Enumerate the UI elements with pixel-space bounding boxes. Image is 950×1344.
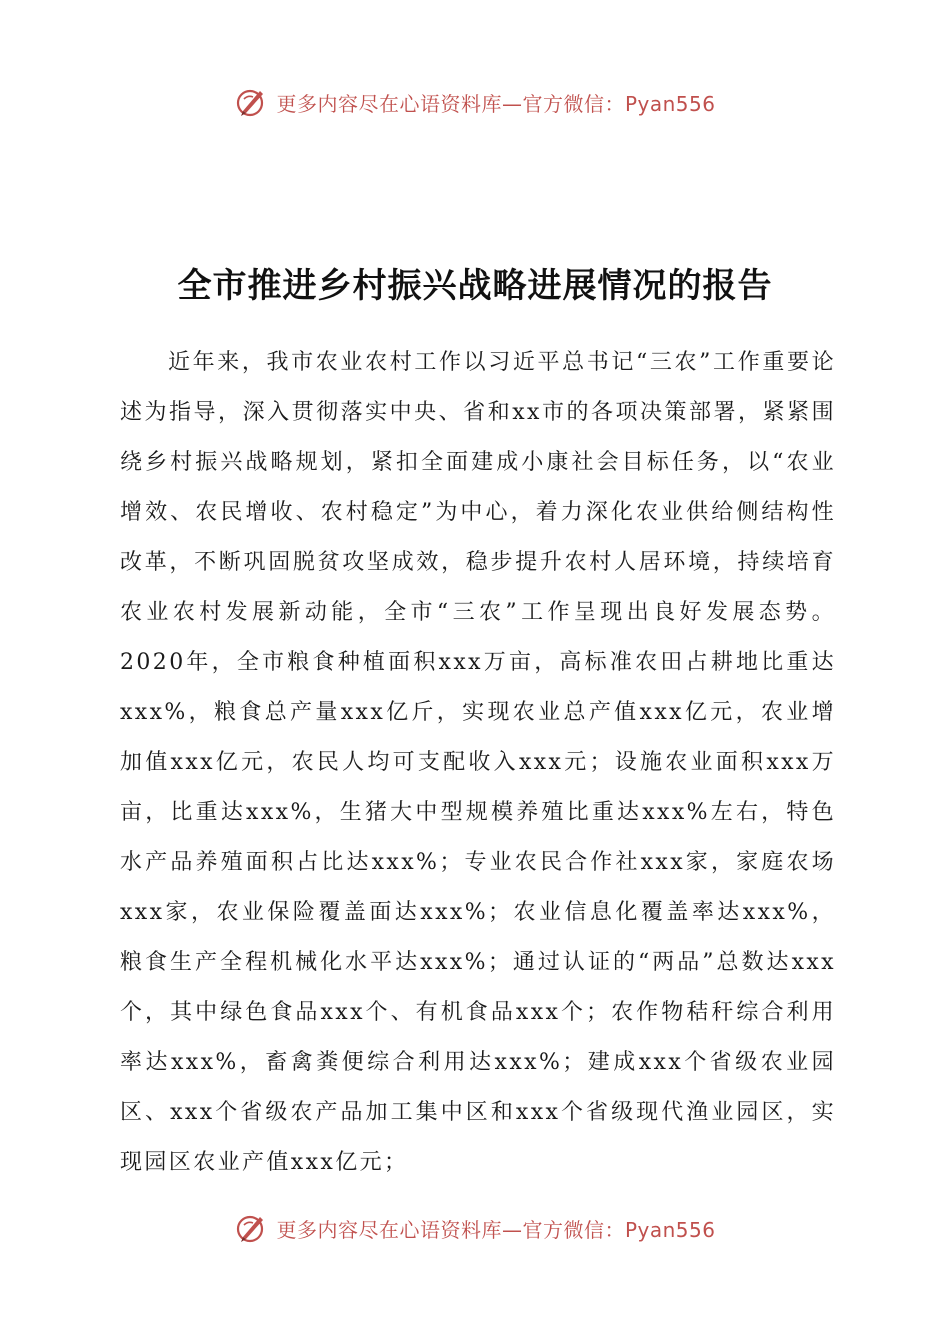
body-paragraph: 近年来，我市农业农村工作以习近平总书记“三农”工作重要论述为指导，深入贯彻落实中央、省和xx市的各项决策部署，紧紧围绕乡村振兴战略规划，紧扣全面建成小康社会目标任务，以“农业增效、农民增收、农村稳定”为中心，着力深化农业供给侧结构性改革，不断巩固脱贫攻坚成效，稳步提升农村人居环境，持续培育农业农村发展新动能，全市“三农”工作呈现出良好发展态势。2020年，全市粮食种植面积xxx万亩，高标准农田占耕地比重达xxx%，粮食总产量xxx亿斤，实现农业总产值xxx亿元，农业增加值xxx亿元，农民人均可支配收入xxx元；设施农业面积xxx万亩，比重达xxx%，生猪大中型规模养殖比重达xxx%左右，特色水产品养殖面积占比达xxx%；专业农民合作社xxx家，家庭农场xxx家，农业保险覆盖面达xxx%；农业信息化覆盖率达xxx%，粮食生产全程机械化水平达xxx%；通过认证的“两品”总数达xxx个，其中绿色食品xxx个、有机食品xxx个；农作物秸秆综合利用率达xxx%，畜禽粪便综合利用达xxx%；建成xxx个省级农业园区、xxx个省级农产品加工集中区和xxx个省级现代渔业园区，实现园区农业产值xxx亿元； xyxy=(120,350,836,1175)
watermark-text: 更多内容尽在心语资料库—官方微信：Pyan556 xyxy=(276,1217,716,1242)
pen-logo-icon xyxy=(234,85,268,119)
footer-watermark xyxy=(0,1208,950,1248)
document-title: 全市推进乡村振兴战略进展情况的报告 xyxy=(177,266,773,306)
header-watermark xyxy=(0,82,950,122)
pen-logo-icon xyxy=(234,1211,268,1245)
watermark-text: 更多内容尽在心语资料库—官方微信：Pyan556 xyxy=(276,91,716,116)
